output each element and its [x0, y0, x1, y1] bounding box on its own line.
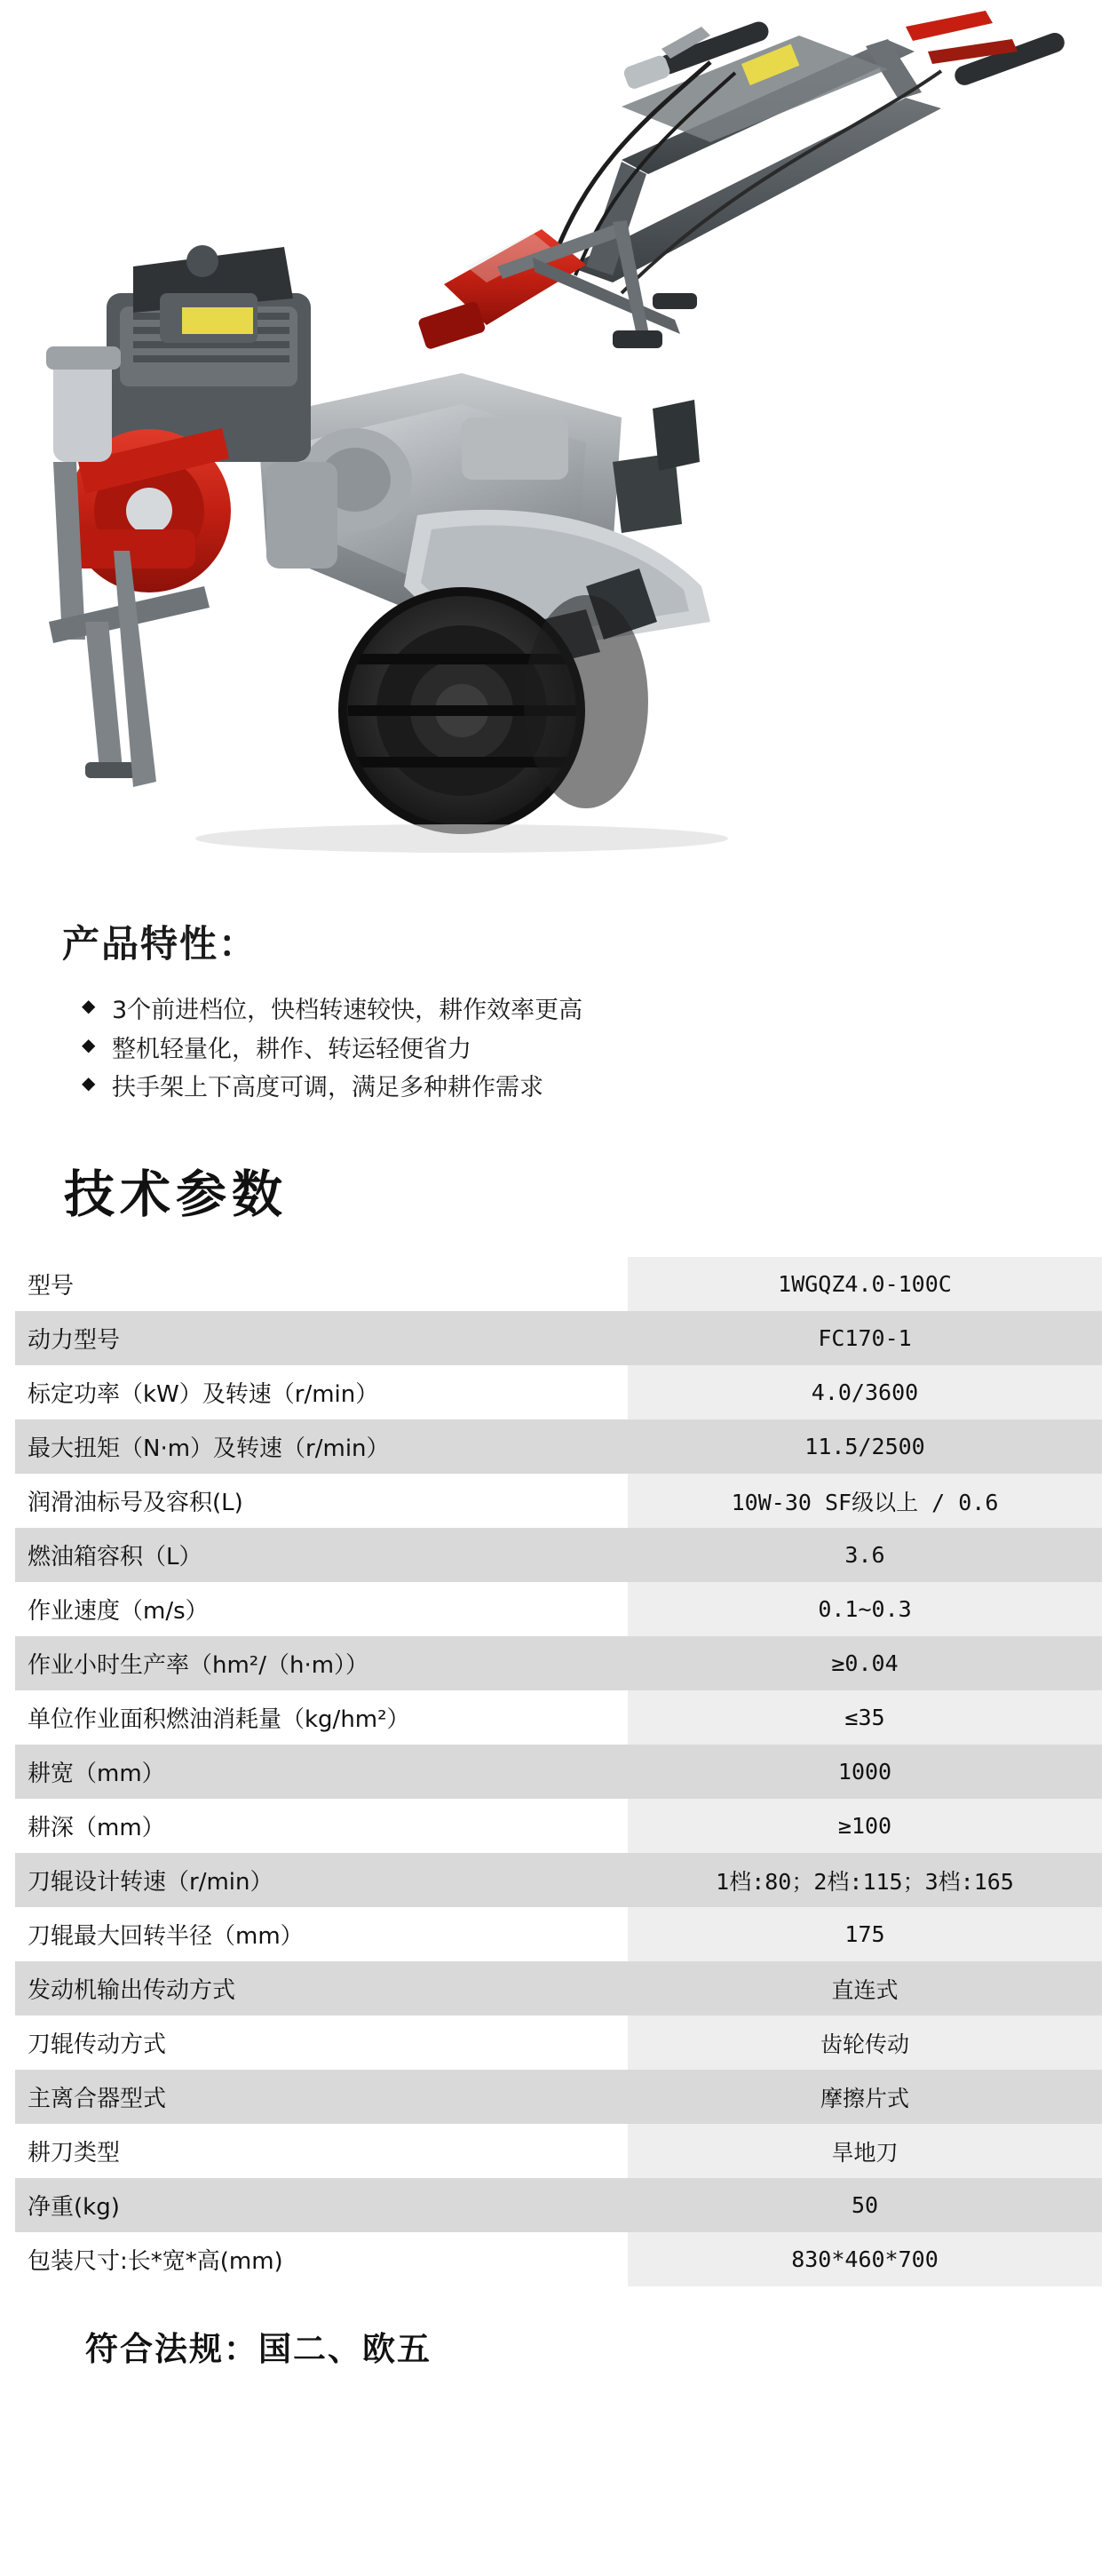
table-row — [15, 2070, 1102, 2124]
spec-label: 作业速度（m/s） — [15, 1582, 628, 1636]
feature-text: 整机轻量化，耕作、转运轻便省力 — [112, 1035, 471, 1063]
spec-value: 摩擦片式 — [628, 2070, 1102, 2124]
table-row — [15, 1907, 1102, 1961]
spec-value: FC170-1 — [628, 1311, 1102, 1365]
spec-label: 刀辊设计转速（r/min） — [15, 1853, 628, 1907]
spec-label: 型号 — [15, 1257, 628, 1311]
spec-value: 1WGQZ4.0-100C — [628, 1257, 1102, 1311]
spec-label: 发动机输出传动方式 — [15, 1961, 628, 2015]
spec-value: 11.5/2500 — [628, 1419, 1102, 1474]
spec-label: 刀辊最大回转半径（mm） — [15, 1907, 628, 1961]
spec-value: ≤35 — [628, 1690, 1102, 1745]
feature-list — [62, 991, 1055, 1108]
diamond-bullet-icon: ◆ — [82, 1072, 96, 1094]
spec-value: 4.0/3600 — [628, 1365, 1102, 1419]
table-row — [15, 2124, 1102, 2178]
table-row — [15, 2178, 1102, 2232]
spec-value: 1档:80；2档:115；3档:165 — [628, 1853, 1102, 1907]
table-row — [15, 1582, 1102, 1636]
spec-label: 耕宽（mm） — [15, 1745, 628, 1799]
diamond-bullet-icon: ◆ — [82, 995, 96, 1016]
spec-value: 3.6 — [628, 1528, 1102, 1582]
page-title: 技术参数 — [64, 1165, 288, 1225]
table-row — [15, 1690, 1102, 1745]
table-row — [15, 1799, 1102, 1853]
spec-label: 包装尺寸:长*宽*高(mm) — [15, 2232, 628, 2286]
spec-value: 175 — [628, 1907, 1102, 1961]
features-title: 产品特性： — [62, 922, 258, 966]
table-row — [15, 1474, 1102, 1528]
spec-value: 齿轮传动 — [628, 2015, 1102, 2070]
spec-label: 标定功率（kW）及转速（r/min） — [15, 1365, 628, 1419]
spec-label: 耕深（mm） — [15, 1799, 628, 1853]
spec-value: 1000 — [628, 1745, 1102, 1799]
table-row — [15, 1853, 1102, 1907]
spec-label: 耕刀类型 — [15, 2124, 628, 2178]
spec-label: 刀辊传动方式 — [15, 2015, 628, 2070]
spec-label: 动力型号 — [15, 1311, 628, 1365]
table-row — [15, 1419, 1102, 1474]
spec-value: 50 — [628, 2178, 1102, 2232]
spec-value: 10W-30 SF级以上 / 0.6 — [628, 1474, 1102, 1528]
table-row — [15, 1257, 1102, 1311]
spec-table — [15, 1257, 1102, 2286]
spec-label: 净重(kg) — [15, 2178, 628, 2232]
mini-tiller-illustration — [0, 0, 1117, 897]
spec-label: 最大扭矩（N·m）及转速（r/min） — [15, 1419, 628, 1474]
spec-value: 旱地刀 — [628, 2124, 1102, 2178]
spec-label: 主离合器型式 — [15, 2070, 628, 2124]
table-row — [15, 2232, 1102, 2286]
spec-label: 作业小时生产率（hm²/（h·m）） — [15, 1636, 628, 1690]
features-section — [0, 897, 1117, 1108]
feature-text: 3个前进档位，快档转速较快，耕作效率更高 — [112, 997, 583, 1024]
spec-label: 润滑油标号及容积(L) — [15, 1474, 628, 1528]
table-row — [15, 1745, 1102, 1799]
diamond-bullet-icon: ◆ — [82, 1033, 96, 1055]
spec-value: 830*460*700 — [628, 2232, 1102, 2286]
table-row — [15, 1636, 1102, 1690]
table-row — [15, 1961, 1102, 2015]
spec-label: 燃油箱容积（L） — [15, 1528, 628, 1582]
spec-value: ≥0.04 — [628, 1636, 1102, 1690]
spec-value: 0.1~0.3 — [628, 1582, 1102, 1636]
list-item — [82, 991, 1055, 1030]
list-item — [82, 1069, 1055, 1108]
table-row — [15, 1528, 1102, 1582]
spec-label: 单位作业面积燃油消耗量（kg/hm²） — [15, 1690, 628, 1745]
spec-value: ≥100 — [628, 1799, 1102, 1853]
product-image-area — [0, 0, 1117, 897]
list-item — [82, 1030, 1055, 1069]
regulation-note: 符合法规：国二、欧五 — [85, 2330, 432, 2369]
feature-text: 扶手架上下高度可调，满足多种耕作需求 — [112, 1074, 543, 1102]
table-row — [15, 1365, 1102, 1419]
spec-value: 直连式 — [628, 1961, 1102, 2015]
table-row — [15, 1311, 1102, 1365]
table-row — [15, 2015, 1102, 2070]
